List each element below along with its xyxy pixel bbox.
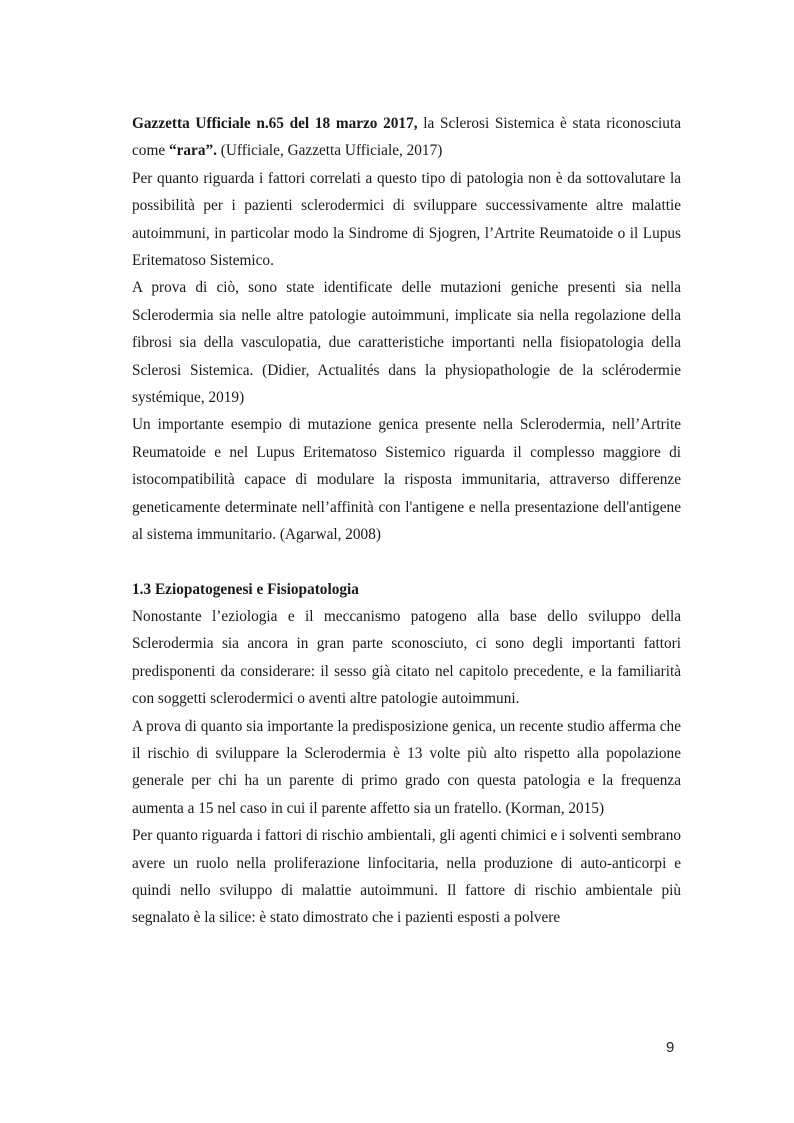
- paragraph-eziologia: Nonostante l’eziologia e il meccanismo patogeno alla base dello sviluppo della Sclerodermia sia ancora in gran parte sconosciuto, ci sono degli importanti fattori predisponenti da considerare: il sesso già citato nel capitolo precedente, e la familiarità con soggetti sclerodermici o aventi altre patologie autoimmuni.: [132, 607, 681, 708]
- section-heading: 1.3 Eziopatogenesi e Fisiopatologia: [132, 580, 359, 598]
- paragraph-fattori-correlati: Per quanto riguarda i fattori correlati a questo tipo di patologia non è da sottovalutare la possibilità per i pazienti sclerodermici di sviluppare successivamente altre malattie autoimmuni, in particolar modo la Sindrome di Sjogren, l’Artrite Reumatoide o il Lupus Eritematoso Sistemico.: [132, 169, 681, 270]
- bold-rara: “rara”.: [168, 142, 217, 160]
- paragraph-citation: (Ufficiale, Gazzetta Ufficiale, 2017): [216, 142, 443, 160]
- paragraph-text: la Sclerosi Sistemica è stata riconosciuta come: [132, 115, 681, 160]
- paragraph-mutazioni: A prova di ciò, sono state identificate delle mutazioni geniche presenti sia nella Sclerodermia sia nelle altre patologie autoimmuni, implicate sia nella regolazione della fibrosi sia della vasculopatia, due caratteristiche importanti nella fisiopatologia della Sclerosi Sistemica. (Didier, Actualités dans la physiopathologie de la sclérodermie systémique, 2019): [132, 279, 681, 407]
- bold-citation: Gazzetta Ufficiale n.65 del 18 marzo 2017,: [132, 115, 418, 132]
- paragraph-gazzetta: [132, 110, 681, 165]
- paragraph-rischio-ambientale: Per quanto riguarda i fattori di rischio ambientali, gli agenti chimici e i solventi sembrano avere un ruolo nella proliferazione linfocitaria, nella produzione di auto-anticorpi e quindi nello sviluppo di malattie autoimmuni. Il fattore di rischio ambientale più segnalato è la silice: è stato dimostrato che i pazienti esposti a polvere: [132, 827, 681, 927]
- page-body: [132, 110, 681, 932]
- paragraph-esempio-mutazione: Un importante esempio di mutazione genica presente nella Sclerodermia, nell’Artrite Reumatoide e nel Lupus Eritematoso Sistemico riguarda il complesso maggiore di istocompatibilità capace di modulare la risposta immunitaria, attraverso differenze geneticamente determinate nell’affinità con l'antigene e nella presentazione dell'antigene al sistema immunitario. (Agarwal, 2008): [132, 416, 681, 544]
- section-gap: [132, 549, 681, 576]
- page-number: 9: [666, 1039, 675, 1056]
- paragraph-predisposizione: A prova di quanto sia importante la predisposizione genica, un recente studio afferma che il rischio di sviluppare la Sclerodermia è 13 volte più alto rispetto alla popolazione generale per chi ha un parente di primo grado con questa patologia e la frequenza aumenta a 15 nel caso in cui il parente affetto sia un fratello. (Korman, 2015): [132, 717, 681, 817]
